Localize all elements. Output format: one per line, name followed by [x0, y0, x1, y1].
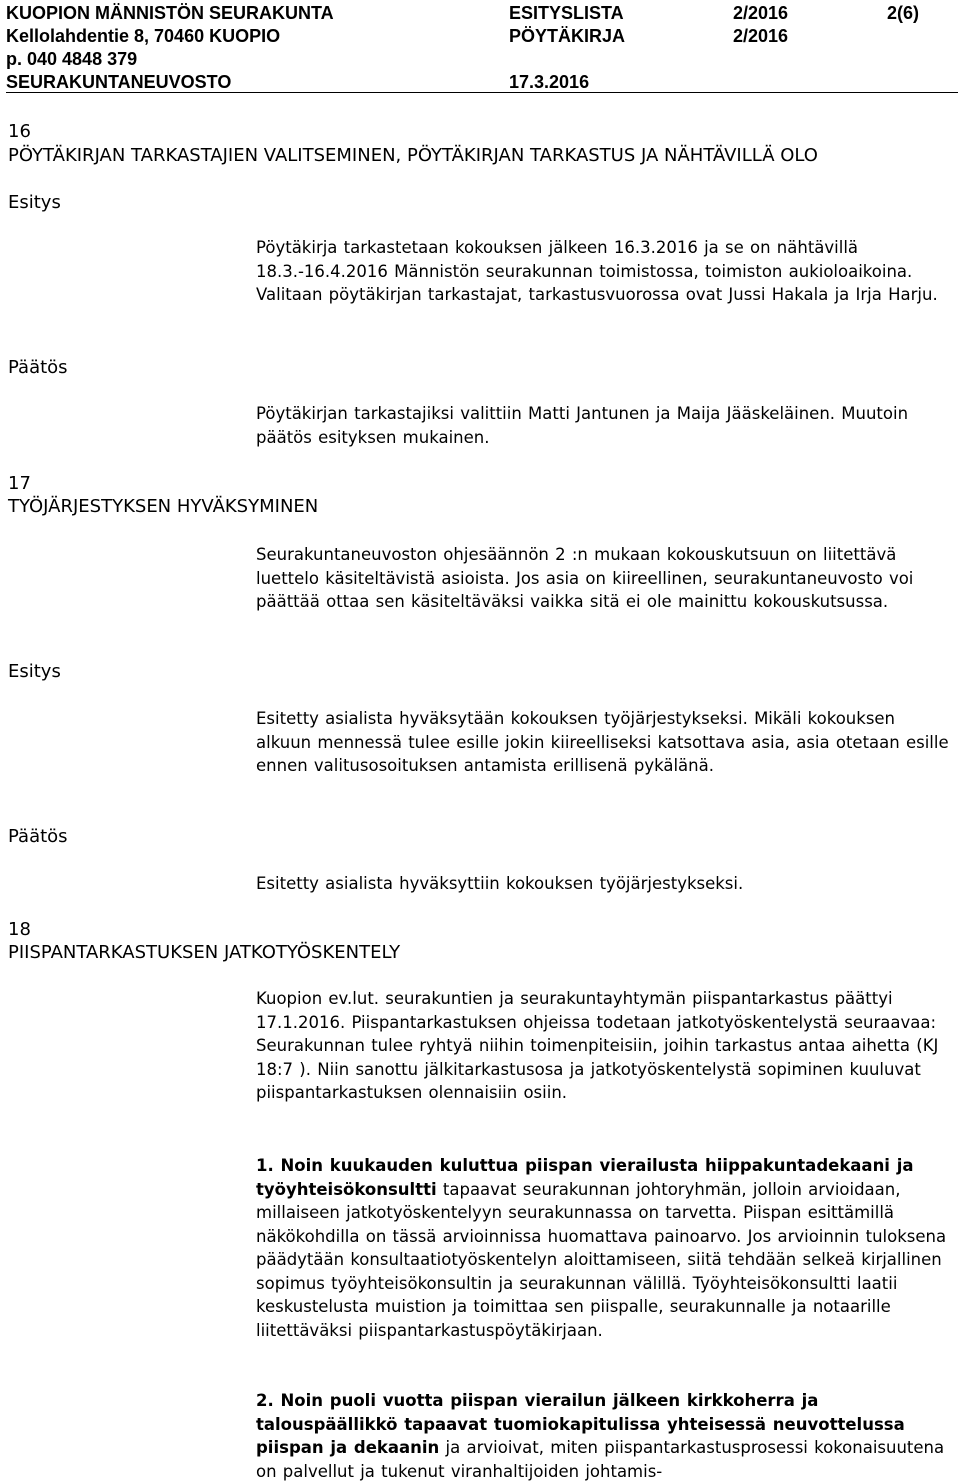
governing-body: SEURAKUNTANEUVOSTO	[6, 72, 232, 92]
org-phone: p. 040 4848 379	[6, 49, 138, 69]
paatos-text: Pöytäkirjan tarkastajiksi valittiin Matti Jantunen ja Maija Jääskeläinen. Muutoin päätös esityksen mukainen.	[256, 404, 909, 447]
section-intro-text: Seurakuntaneuvoston ohjesäännön 2 :n mukaan kokouskutsuun on liitettävä luettelo käsiteltävistä asioista. Jos asia on kiireellinen, seurakuntaneuvosto voi päättää ottaa sen käsiteltäväksi vaikka sitä ei ole mainittu kokouskutsussa.	[256, 545, 914, 611]
numbered-item-2	[256, 1389, 952, 1483]
section-number: 18	[8, 919, 31, 940]
agenda-number: 2/2016	[733, 3, 789, 23]
org-name: KUOPION MÄNNISTÖN SEURAKUNTA	[6, 3, 334, 23]
section-intro-text: Kuopion ev.lut. seurakuntien ja seurakuntayhtymän piispantarkastus päättyi 17.1.2016. Piispantarkastuksen ohjeissa todetaan jatkotyöskentelystä seuraavaa: Seurakunnan tulee ryhtyä niihin toimenpiteisiin, joihin tarkastus antaa aihetta (KJ 18:7 ). Niin sanottu jälkitarkastusosa ja jatkotyöskentelystä sopiminen kuuluvat piispantarkastuksen olennaisiin osiin.	[256, 989, 939, 1102]
esitys-text: Pöytäkirja tarkastetaan kokouksen jälkeen 16.3.2016 ja se on nähtävillä 18.3.-16.4.2016 Männistön seurakunnan toimistossa, toimiston aukioloaikoina. Valitaan pöytäkirjan tarkastajat, tarkastusvuorossa ovat Jussi Hakala ja Irja Harju.	[256, 238, 938, 304]
esitys-label: Esitys	[8, 661, 61, 682]
section-number: 16	[8, 121, 31, 142]
numbered-item-1	[256, 1154, 952, 1342]
section-title: PIISPANTARKASTUKSEN JATKOTYÖSKENTELY	[8, 942, 401, 963]
section-number: 17	[8, 473, 31, 494]
section-title: TYÖJÄRJESTYKSEN HYVÄKSYMINEN	[8, 496, 319, 517]
item-lead: 2. Noin puoli vuotta piispan vierailun jälkeen kirkkoherra ja talouspäällikkö tapaavat tuomiokapitulissa yhteisessä neuvottelussa piispan ja dekaanin	[256, 1391, 905, 1457]
page-number: 2(6)	[887, 3, 920, 23]
doc-type-agenda: ESITYSLISTA	[509, 3, 624, 23]
meeting-date: 17.3.2016	[509, 72, 590, 92]
item-body: ja arvioivat, miten piispantarkastusprosessi kokonaisuutena on palvellut ja tukenut viranhaltijoiden johtamis-	[256, 1438, 945, 1481]
document-header	[6, 0, 958, 94]
paatos-label: Päätös	[8, 357, 68, 378]
item-lead: 1. Noin kuukauden kuluttua piispan vierailusta hiippakuntadekaani ja työyhteisökonsultti	[256, 1156, 914, 1199]
org-address: Kellolahdentie 8, 70460 KUOPIO	[6, 26, 281, 46]
minutes-number: 2/2016	[733, 26, 789, 46]
esitys-label: Esitys	[8, 192, 61, 213]
header-divider	[6, 92, 958, 93]
item-body: tapaavat seurakunnan johtoryhmän, jolloin arvioidaan, millaiseen jatkotyöskentelyyn seurakunnassa on tarvetta. Piispan esittämillä näkökohdilla on tässä arvioinnissa huomattava painoarvo. Jos arvioinnin tuloksena päädytään konsultaatiotyöskentelyn aloittamiseen, siitä tehdään selkeä kirjallinen sopimus työyhteisökonsultin ja seurakunnan välillä. Työyhteisökonsultti laatii keskustelusta muistion ja toimittaa sen piispalle, seurakunnalle ja notaarille liitettäväksi piispantarkastuspöytäkirjaan.	[256, 1179, 947, 1340]
paatos-label: Päätös	[8, 826, 68, 847]
doc-type-minutes: PÖYTÄKIRJA	[509, 26, 626, 46]
section-title: PÖYTÄKIRJAN TARKASTAJIEN VALITSEMINEN, PÖYTÄKIRJAN TARKASTUS JA NÄHTÄVILLÄ OLO	[8, 145, 818, 166]
esitys-text: Esitetty asialista hyväksytään kokouksen työjärjestykseksi. Mikäli kokouksen alkuun mennessä tulee esille jokin kiireelliseksi katsottava asia, asia otetaan esille ennen valitusosoituksen antamista erillisenä pykälänä.	[256, 709, 949, 775]
paatos-text: Esitetty asialista hyväksyttiin kokouksen työjärjestykseksi.	[256, 874, 744, 893]
